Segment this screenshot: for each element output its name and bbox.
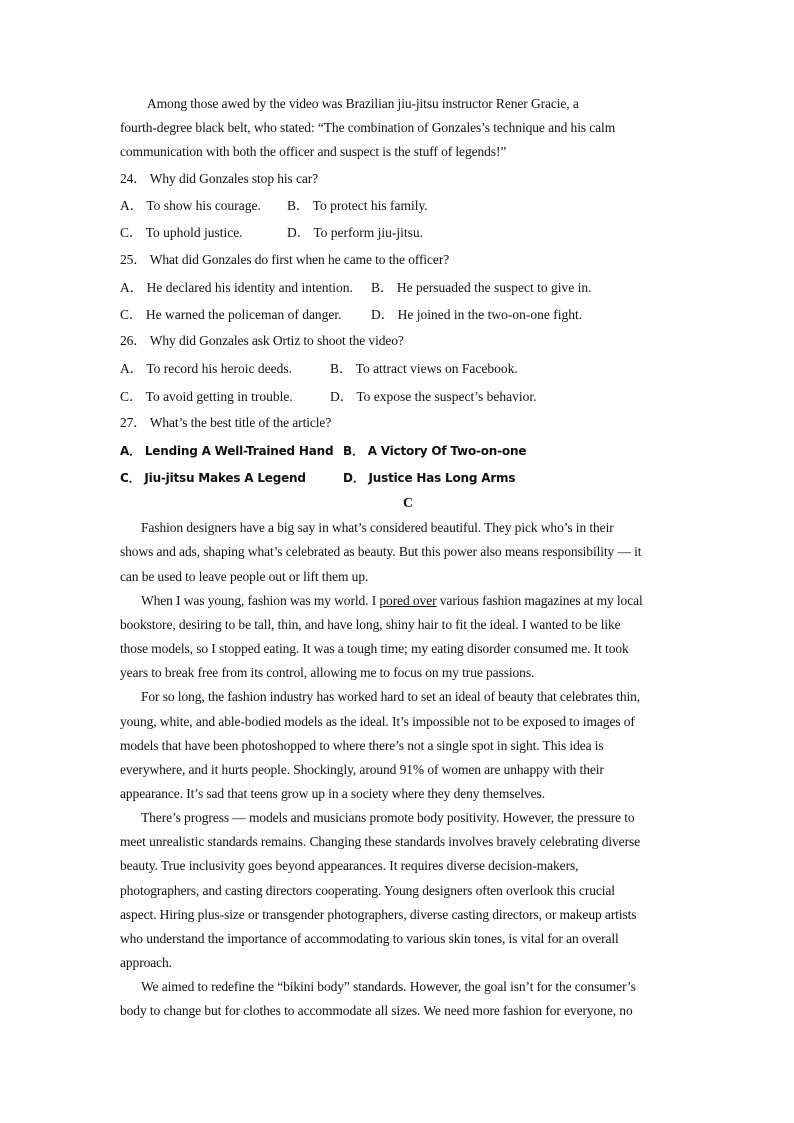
passage-b-line-1: Among those awed by the video was Brazilian jiu-jitsu instructor Rener Gracie, a (147, 96, 579, 111)
p2-text-before: When I was young, fashion was my world. I (141, 593, 380, 608)
question-27-option-a: A． Lending A Well-Trained Hand (120, 444, 334, 458)
section-c-p5-line-2: body to change but for clothes to accommodate all sizes. We need more fashion for everyone, no (120, 1003, 633, 1018)
question-27-option-c: C． Jiu-jitsu Makes A Legend (120, 471, 306, 485)
section-c-p4-line-5: aspect. Hiring plus-size or transgender photographers, diverse casting directors, or makeup artists (120, 907, 637, 922)
section-c-p2-line-2: bookstore, desiring to be tall, thin, and have long, shiny hair to fit the ideal. I wanted to be like (120, 617, 621, 632)
section-c-p3-line-2: young, white, and able-bodied models as the ideal. It’s impossible not to be exposed to images of (120, 714, 635, 729)
question-26-option-c: C． To avoid getting in trouble. (120, 389, 293, 404)
question-24-option-c: C． To uphold justice. (120, 225, 243, 240)
section-c-p1-line-3: can be used to leave people out or lift them up. (120, 569, 369, 584)
question-26-option-b: B． To attract views on Facebook. (330, 361, 518, 376)
question-26-option-a: A． To record his heroic deeds. (120, 361, 293, 376)
p2-text-after: various fashion magazines at my local (436, 593, 643, 608)
question-25-option-c: C． He warned the policeman of danger. (120, 307, 342, 322)
section-c-p4-line-6: who understand the importance of accommodating to various skin tones, is vital for an overall (120, 931, 619, 946)
question-25-stem: 25． What did Gonzales do first when he came to the officer? (120, 252, 450, 267)
section-c-p4-line-3: beauty. True inclusivity goes beyond appearances. It requires diverse decision-makers, (120, 858, 579, 873)
question-24-stem: 24． Why did Gonzales stop his car? (120, 171, 319, 186)
section-c-p2-line-3: those models, so I stopped eating. It was a tough time; my eating disorder consumed me. It took (120, 641, 629, 656)
section-c-p2-line-1 (141, 592, 696, 610)
underlined-phrase: pored over (379, 593, 437, 608)
question-26-stem: 26． Why did Gonzales ask Ortiz to shoot the video? (120, 333, 404, 348)
question-25-option-d: D． He joined in the two-on-one fight. (371, 307, 583, 322)
question-27-option-d: D． Justice Has Long Arms (343, 471, 516, 485)
question-24-option-d: D． To perform jiu-jitsu. (287, 225, 424, 240)
section-c-p5-line-1: We aimed to redefine the “bikini body” standards. However, the goal isn’t for the consumer’s (141, 979, 636, 994)
passage-b-line-3: communication with both the officer and suspect is the stuff of legends!” (120, 144, 507, 159)
section-c-p3-line-4: everywhere, and it hurts people. Shockingly, around 91% of women are unhappy with their (120, 762, 604, 777)
question-27-stem: 27． What’s the best title of the article? (120, 415, 332, 430)
section-c-p1-line-1: Fashion designers have a big say in what’s considered beautiful. They pick who’s in their (141, 520, 614, 535)
section-c-p3-line-5: appearance. It’s sad that teens grow up in a society where they deny themselves. (120, 786, 545, 801)
section-c-p4-line-4: photographers, and casting directors cooperating. Young designers often overlook this crucial (120, 883, 615, 898)
section-c-p3-line-1: For so long, the fashion industry has worked hard to set an ideal of beauty that celebrates thin, (141, 689, 641, 704)
section-c-p2-line-4: years to break free from its control, allowing me to focus on my true passions. (120, 665, 535, 680)
question-24-option-a: A． To show his courage. (120, 198, 261, 213)
question-25-option-a: A． He declared his identity and intention. (120, 280, 353, 295)
question-25-option-b: B． He persuaded the suspect to give in. (371, 280, 592, 295)
question-27-option-b: B． A Victory Of Two-on-one (343, 444, 527, 458)
section-c-p4-line-7: approach. (120, 955, 172, 970)
question-26-option-d: D． To expose the suspect’s behavior. (330, 389, 537, 404)
section-c-p1-line-2: shows and ads, shaping what’s celebrated as beauty. But this power also means responsibility — it (120, 544, 642, 559)
section-c-p4-line-1: There’s progress — models and musicians promote body positivity. However, the pressure to (141, 810, 635, 825)
section-c-heading: C (402, 496, 414, 511)
section-c-p4-line-2: meet unrealistic standards remains. Changing these standards involves bravely celebrating diverse (120, 834, 641, 849)
section-c-p3-line-3: models that have been photoshopped to where there’s not a single spot in sight. This idea is (120, 738, 604, 753)
passage-b-line-2: fourth-degree black belt, who stated: “The combination of Gonzales’s technique and his calm (120, 120, 616, 135)
question-24-option-b: B． To protect his family. (287, 198, 428, 213)
